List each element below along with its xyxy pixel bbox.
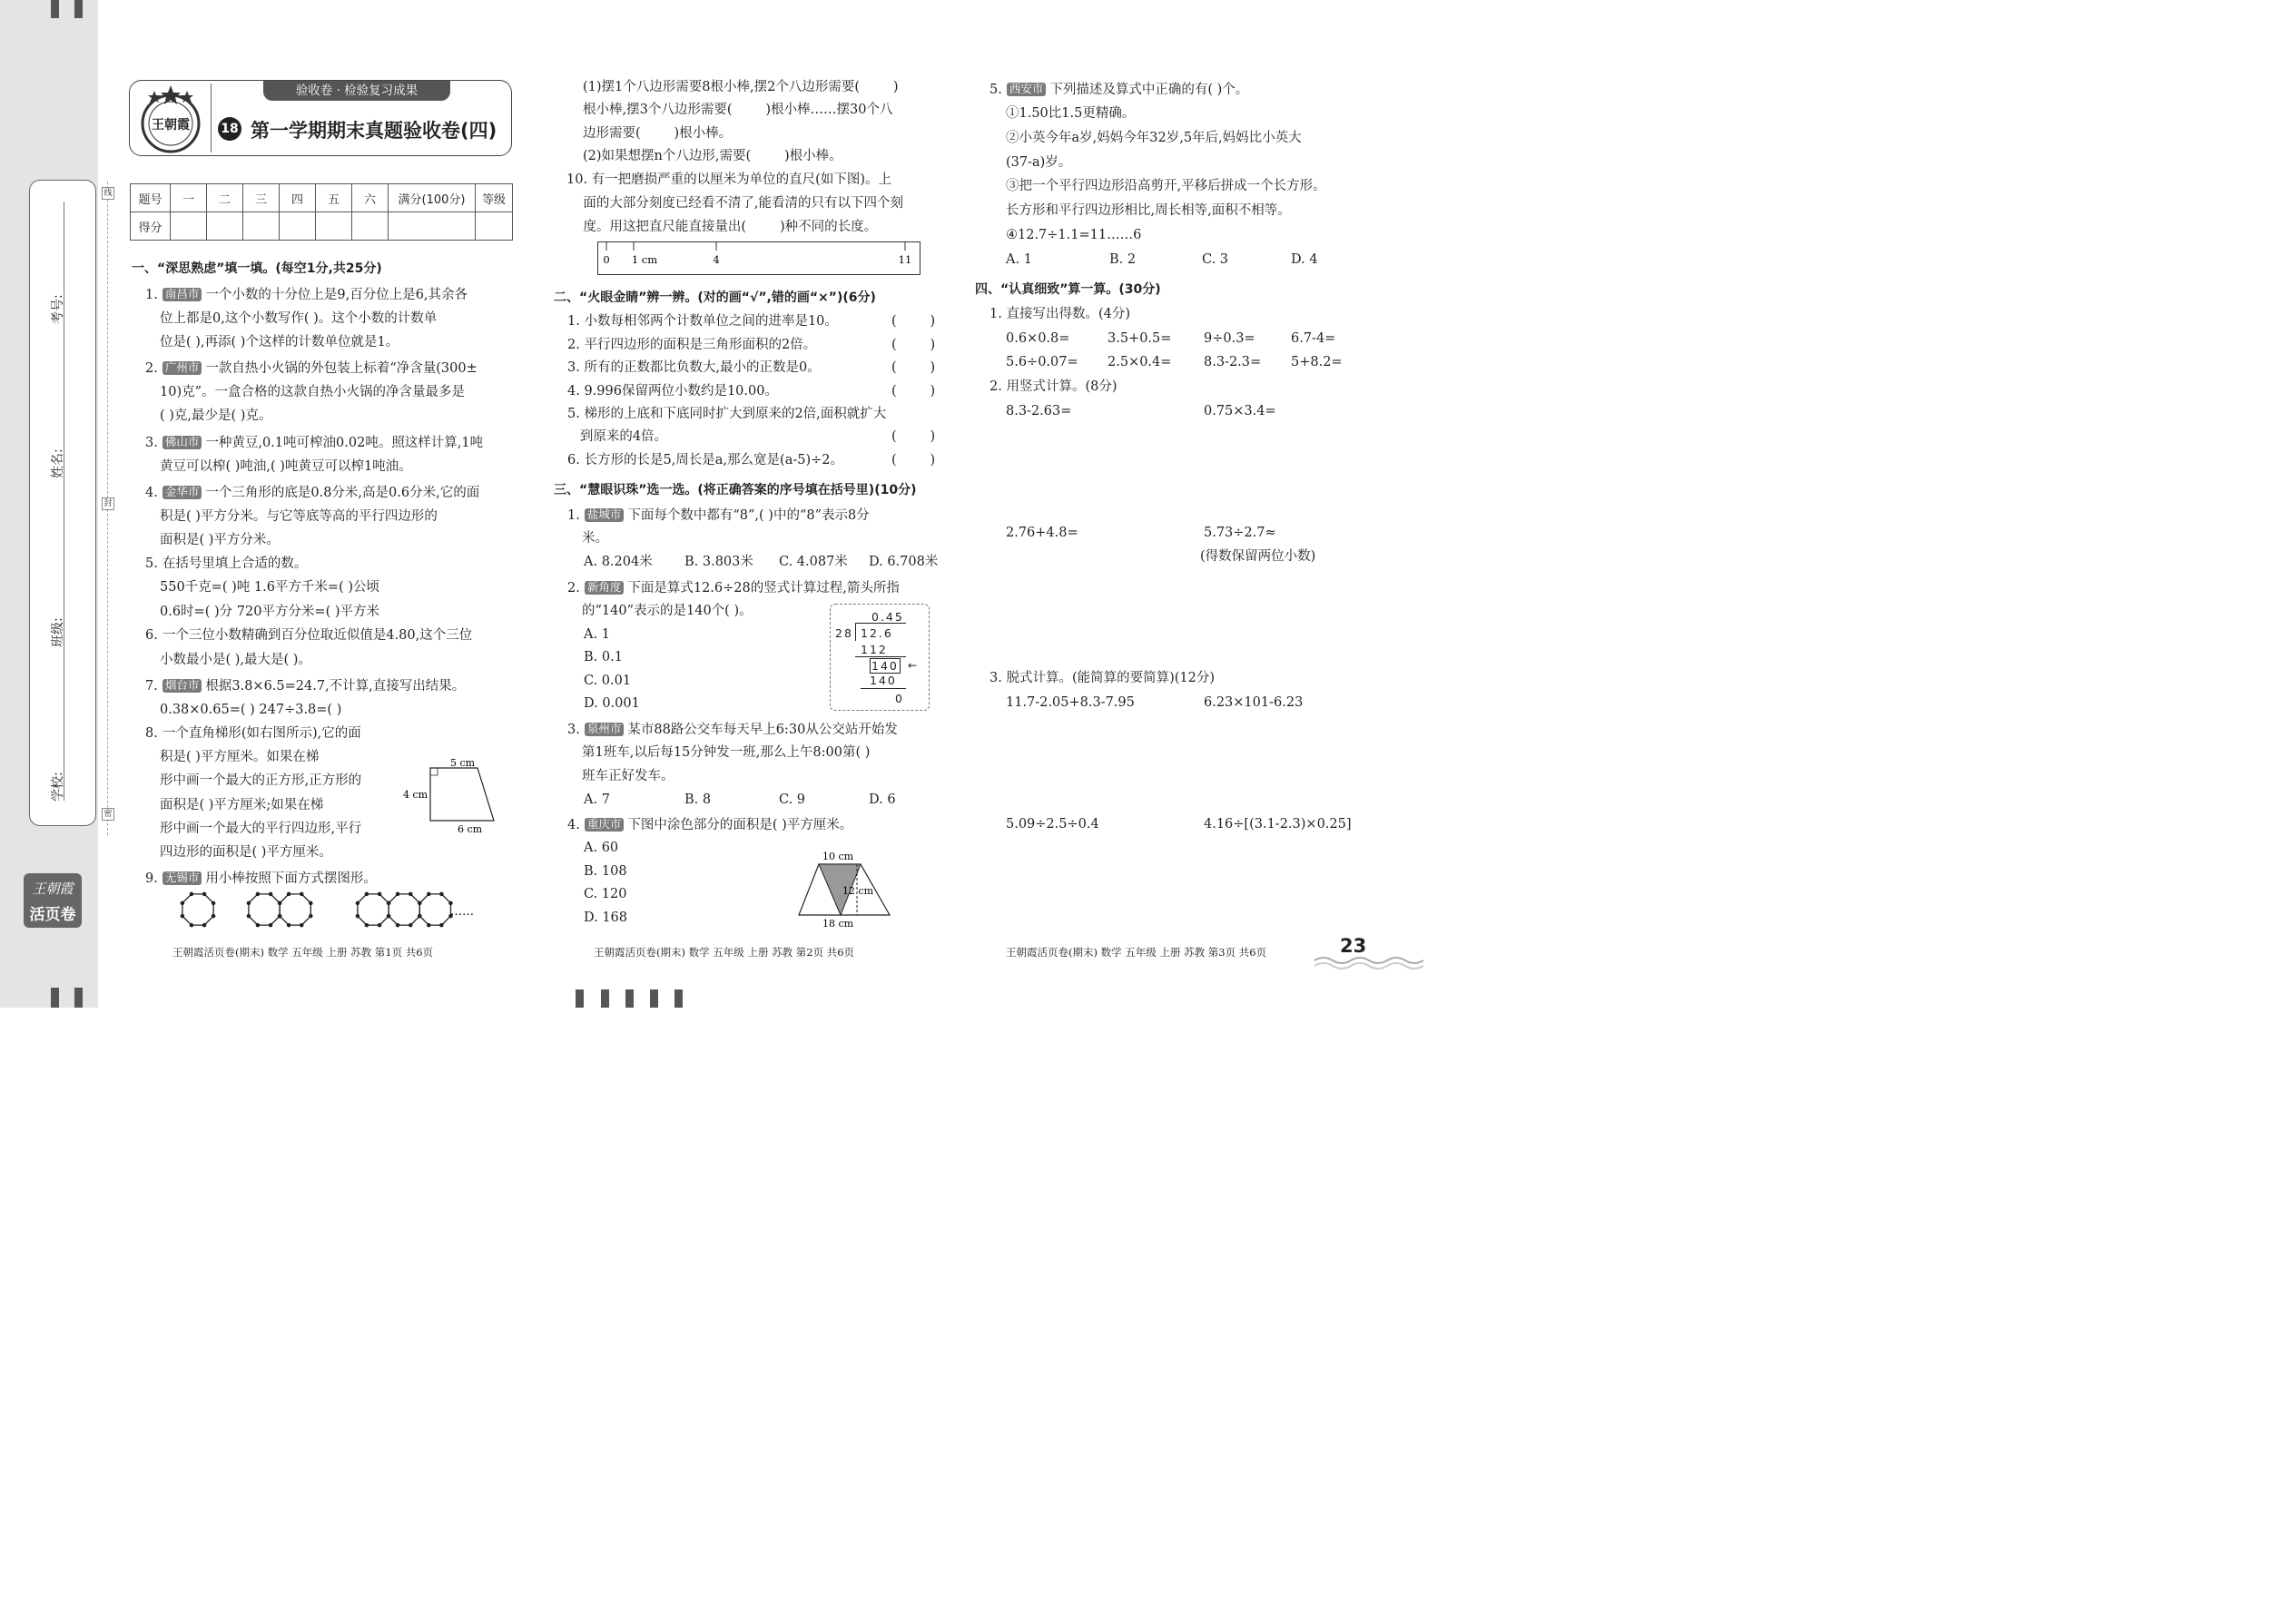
score-cell: 三 (243, 184, 280, 212)
question-text: 下列描述及算式中正确的有( )个。 (1049, 83, 1249, 97)
stick-joint (247, 901, 250, 904)
answer-paren: ( ) (891, 453, 936, 468)
bottom-bar-mark (74, 988, 83, 1008)
stick-joint (310, 901, 312, 904)
dividend: 12.6 (861, 626, 893, 640)
stick-joint (247, 915, 250, 918)
stick-joint (428, 924, 430, 927)
option: A. 60 (584, 841, 619, 855)
question-line: ②小英今年a岁,妈妈今年32岁,5年后,妈妈比小英大 (1006, 131, 1302, 145)
stick-joint (365, 892, 368, 895)
score-input[interactable] (207, 212, 243, 241)
option: A. 8.204米 (584, 555, 653, 569)
question-line: (2)如果想摆n个八边形,需要( )根小棒。 (583, 149, 842, 163)
school-seal-icon (136, 84, 207, 154)
section-4-heading: 四、“认真细致”算一算。(30分) (975, 282, 1161, 297)
subsection-heading: 3. 脱式计算。(能简算的要简算)(12分) (989, 671, 1216, 685)
question-line (145, 679, 465, 694)
trap-left-label: 4 cm (403, 789, 428, 801)
option: A. 1 (1006, 252, 1032, 267)
stick-joint (409, 892, 412, 895)
option: B. 8 (684, 792, 712, 807)
question-line (145, 871, 377, 886)
shaded-trapezoid-diagram (795, 844, 895, 930)
question-line: 根小棒,摆3个八边形需要( )根小棒……摆30个八 (583, 103, 893, 117)
bottom-bar-mark (51, 988, 59, 1008)
region-tag: 泉州市 (585, 723, 625, 736)
question-line: 度。用这把直尺能直接量出( )种不同的长度。 (566, 220, 878, 234)
option: B. 0.1 (584, 650, 623, 664)
answer-paren: ( ) (891, 429, 936, 444)
stick-joint (203, 892, 206, 895)
option: D. 168 (584, 910, 628, 925)
question-line (567, 581, 900, 595)
region-tag: 重庆市 (585, 818, 625, 832)
question-line: ③把一个平行四边形沿高剪开,平移后拼成一个长方形。 (1006, 179, 1326, 193)
ruler-mark: 1 cm (631, 253, 658, 266)
page-1-footer: 王朝霞活页卷(期末) 数学 五年级 上册 苏教 第1页 共6页 (172, 946, 434, 959)
octagon-shape (389, 894, 419, 925)
stick-joint (212, 915, 215, 918)
question-line: 形中画一个最大的平行四边形,平行 (160, 822, 362, 836)
octagon-sticks-diagram (177, 893, 474, 930)
question-number: 5. (989, 83, 1002, 97)
score-cell: 二 (207, 184, 243, 212)
direct-calc: 2.5×0.4= (1108, 355, 1172, 369)
trap2-bottom-label: 18 cm (822, 918, 854, 930)
direct-calc: 3.5+0.5= (1108, 331, 1172, 346)
division-row: 140 (870, 674, 897, 687)
question-text: 在括号里填上合适的数。 (162, 556, 308, 571)
question-number: 1. (567, 508, 580, 523)
stick-joint (279, 901, 281, 904)
paper-number-badge: 18 (218, 117, 241, 141)
trap-top-label: 5 cm (450, 757, 476, 769)
question-line: (37-a)岁。 (1006, 155, 1072, 170)
trap-bottom-label: 6 cm (458, 823, 483, 835)
stick-joint (418, 901, 421, 904)
question-number: 2. (145, 361, 158, 376)
region-tag: 新角度 (585, 581, 625, 595)
question-text: 下图中涂色部分的面积是( )平方厘米。 (627, 818, 853, 832)
option: B. 2 (1109, 252, 1137, 267)
ruler-diagram (597, 241, 921, 276)
score-cell: 得分 (131, 212, 171, 241)
region-tag: 无锡市 (162, 871, 202, 885)
score-input[interactable] (280, 212, 316, 241)
judge-item: 5. 梯形的上底和下底同时扩大到原来的2倍,面积就扩大 (567, 407, 887, 421)
question-text: 一个三位小数精确到百分位取近似值是4.80,这个三位 (162, 628, 473, 643)
bind-mark: 线 (102, 187, 114, 200)
stepwise-calc: 11.7-2.05+8.3-7.95 (1006, 695, 1135, 710)
stick-joint (279, 915, 281, 918)
stick-joint (300, 892, 303, 895)
question-line: 四边形的面积是( )平方厘米。 (160, 845, 332, 860)
question-line: 积是( )平方分米。与它等底等高的平行四边形的 (160, 509, 438, 524)
stick-joint (409, 924, 412, 927)
option: D. 0.001 (584, 696, 640, 711)
question-line: 边形需要( )根小棒。 (583, 126, 733, 141)
option: D. 6 (869, 792, 896, 807)
judge-item: 3. 所有的正数都比负数大,最小的正数是0。 (567, 360, 821, 375)
seal-text: 王朝霞 (152, 118, 190, 133)
vertical-calc: 8.3-2.63= (1006, 404, 1072, 418)
stick-joint (203, 924, 206, 927)
score-cell: 题号 (131, 184, 171, 212)
question-line (145, 727, 361, 741)
stick-joint (379, 924, 381, 927)
direct-calc: 6.7-4= (1291, 331, 1336, 346)
vertical-calc: 2.76+4.8= (1006, 526, 1078, 540)
division-row-boxed: 140 (871, 659, 899, 673)
question-line (145, 288, 468, 302)
stick-joint (288, 892, 290, 895)
question-line: (1)摆1个八边形需要8根小棒,摆2个八边形需要( ) (583, 80, 899, 94)
question-line: 长方形和平行四边形相比,周长相等,面积不相等。 (1006, 203, 1291, 218)
bottom-bar-mark (625, 989, 634, 1008)
long-division (833, 608, 924, 708)
section-2-heading: 二、“火眼金睛”辨一辨。(对的画“√”,错的画“×”)(6分) (554, 290, 876, 305)
direct-calc: 5.6÷0.07= (1006, 355, 1078, 369)
stick-joint (270, 892, 272, 895)
left-arrow-icon: ← (908, 659, 918, 672)
question-line (567, 508, 870, 523)
option: C. 9 (779, 792, 806, 807)
bottom-bar-mark (650, 989, 658, 1008)
question-number: 5. (145, 556, 158, 571)
option: A. 7 (584, 792, 610, 807)
calc-note: (得数保留两位小数) (1200, 549, 1316, 564)
question-line: 米。 (582, 531, 608, 546)
division-row: 112 (861, 643, 888, 656)
score-cell: 五 (316, 184, 352, 212)
stick-joint (190, 892, 192, 895)
region-tag: 广州市 (162, 361, 202, 375)
subsection-heading: 2. 用竖式计算。(8分) (989, 379, 1117, 394)
stick-joint (365, 924, 368, 927)
question-line: 第1班车,以后每15分钟发一班,那么上午8:00第( ) (582, 745, 871, 760)
stick-joint (288, 924, 290, 927)
vertical-calc: 5.73÷2.7≈ (1204, 526, 1276, 540)
question-line: 面的大部分刻度已经看不清了,能看清的只有以下四个刻 (566, 196, 904, 211)
stick-joint (379, 892, 381, 895)
direct-calc: 9÷0.3= (1204, 331, 1255, 346)
question-line: ①1.50比1.5更精确。 (1006, 106, 1136, 121)
exam-number-label: 考号: (51, 294, 65, 324)
stick-joint (397, 892, 399, 895)
answer-paren: ( ) (891, 314, 936, 329)
question-text: 一个小数的十分位上是9,百分位上是6,其余各 (205, 288, 468, 302)
question-line: 面积是( )平方分米。 (160, 533, 280, 547)
dots-text: …… (450, 905, 474, 919)
score-cell: 六 (352, 184, 389, 212)
question-number: 9. (145, 871, 158, 886)
option: D. 4 (1291, 252, 1318, 267)
student-info-box (29, 180, 96, 826)
question-number: 4. (145, 486, 158, 500)
stick-joint (356, 915, 359, 918)
bottom-bar-mark (601, 989, 609, 1008)
stepwise-calc: 4.16÷[(3.1-2.3)×0.25] (1204, 817, 1352, 832)
score-cell: 一 (171, 184, 207, 212)
stick-joint (256, 924, 259, 927)
question-line: 0.6时=( )分 720平方分米=( )平方米 (160, 605, 379, 619)
right-trapezoid-diagram (399, 755, 508, 837)
option: B. 3.803米 (684, 555, 753, 569)
question-line: 0.38×0.65=( ) 247÷3.8=( ) (160, 703, 342, 717)
region-tag: 西安市 (1007, 83, 1047, 96)
judge-item: 到原来的4倍。 (567, 429, 668, 444)
question-number: 7. (145, 679, 158, 694)
division-remainder: 0 (895, 692, 904, 705)
top-bar-mark (74, 0, 83, 18)
option: B. 108 (584, 864, 627, 879)
question-line: ④12.7÷1.1=11……6 (1006, 228, 1142, 242)
stick-joint (181, 915, 183, 918)
judge-item: 2. 平行四边形的面积是三角形面积的2倍。 (567, 338, 817, 352)
stick-joint (388, 901, 390, 904)
score-input[interactable] (243, 212, 280, 241)
stick-joint (388, 915, 390, 918)
direct-calc: 5+8.2= (1291, 355, 1343, 369)
section-1-heading: 一、“深思熟虑”填一填。(每空1分,共25分) (132, 261, 382, 276)
question-number: 6. (145, 628, 158, 643)
bottom-bar-mark (674, 989, 683, 1008)
question-text: 根据3.8×6.5=24.7,不计算,直接写出结果。 (205, 679, 466, 694)
question-line (567, 723, 898, 737)
question-line: ( )克,最少是( )克。 (160, 408, 272, 423)
ruler-mark: 4 (713, 253, 720, 266)
direct-calc: 0.6×0.8= (1006, 331, 1070, 346)
question-line (145, 361, 478, 376)
brand-logo-top: 王朝霞 (32, 881, 74, 897)
score-input[interactable] (171, 212, 207, 241)
bind-mark: 密 (102, 808, 114, 821)
bottom-bar-mark (576, 989, 584, 1008)
question-text: 一个直角梯形(如右图所示),它的面 (162, 726, 361, 741)
question-line: 小数最小是( ),最大是( )。 (160, 653, 311, 667)
trap2-height-label: 12 cm (842, 885, 874, 897)
banner: 验收卷 · 检验复习成果 (263, 81, 450, 101)
question-number: 8. (145, 726, 158, 741)
question-line: 班车正好发车。 (582, 769, 674, 783)
question-text: 下面每个数中都有“8”,( )中的“8”表示8分 (627, 508, 870, 523)
question-text: 一款自热小火锅的外包装上标着“净含量(300± (205, 361, 478, 376)
question-text: 某市88路公交车每天早上6:30从公交站开始发 (627, 723, 898, 737)
subsection-heading: 1. 直接写出得数。(4分) (989, 307, 1130, 321)
ruler-mark: 0 (603, 253, 610, 266)
stepwise-calc: 6.23×101-6.23 (1204, 695, 1304, 710)
bind-mark: 封 (102, 497, 114, 510)
ruler-mark: 11 (898, 253, 912, 266)
stick-joint (428, 892, 430, 895)
octagon-shape (182, 894, 213, 925)
question-line: 位上都是0,这个小数写作( )。这个小数的计数单 (160, 311, 438, 326)
vertical-calc: 0.75×3.4= (1204, 404, 1276, 418)
question-number: 2. (567, 581, 580, 595)
octagon-shape (419, 894, 450, 925)
stick-joint (440, 924, 443, 927)
question-line: 形中画一个最大的正方形,正方形的 (160, 773, 362, 788)
question-text: 用小棒按照下面方式摆图形。 (205, 871, 377, 886)
option: C. 4.087米 (779, 555, 848, 569)
stick-joint (212, 901, 215, 904)
question-line: 积是( )平方厘米。如果在梯 (160, 750, 320, 764)
judge-item: 4. 9.996保留两位小数约是10.00。 (567, 384, 778, 399)
question-line (145, 557, 307, 571)
direct-calc: 8.3-2.3= (1204, 355, 1262, 369)
judge-item: 6. 长方形的长是5,周长是a,那么宽是(a-5)÷2。 (567, 453, 843, 468)
answer-paren: ( ) (891, 384, 936, 399)
region-tag: 金华市 (162, 486, 202, 499)
school-label: 学校: (51, 772, 65, 802)
question-text: 一种黄豆,0.1吨可榨油0.02吨。照这样计算,1吨 (205, 436, 484, 450)
stick-joint (181, 901, 183, 904)
stick-joint (256, 892, 259, 895)
octagon-shape (358, 894, 389, 925)
region-tag: 盐城市 (585, 508, 625, 522)
score-cell: 等级 (476, 184, 513, 212)
score-input[interactable] (316, 212, 352, 241)
question-line: 黄豆可以榨( )吨油,( )吨黄豆可以榨1吨油。 (160, 459, 412, 474)
page-3-footer: 王朝霞活页卷(期末) 数学 五年级 上册 苏教 第3页 共6页 (1006, 946, 1267, 959)
stick-joint (270, 924, 272, 927)
judge-item: 1. 小数每相邻两个计数单位之间的进率是10。 (567, 314, 838, 329)
question-line: 面积是( )平方厘米;如果在梯 (160, 798, 324, 812)
question-number: 4. (567, 818, 580, 832)
question-line (145, 629, 472, 643)
region-tag: 烟台市 (162, 679, 202, 693)
question-line: 10)克”。一盒合格的这款自热小火锅的净含量最多是 (160, 385, 466, 399)
divisor: 28 (835, 626, 853, 640)
score-input[interactable] (476, 212, 513, 241)
page-2-footer: 王朝霞活页卷(期末) 数学 五年级 上册 苏教 第2页 共6页 (594, 946, 855, 959)
score-table (130, 183, 513, 241)
stick-joint (440, 892, 443, 895)
section-3-heading: 三、“慧眼识珠”选一选。(将正确答案的序号填在括号里)(10分) (554, 483, 917, 497)
question-line: 10. 有一把磨损严重的以厘米为单位的直尺(如下图)。上 (566, 172, 891, 187)
stick-joint (356, 901, 359, 904)
question-line (145, 436, 483, 450)
name-label: 姓名: (51, 448, 65, 478)
question-line (989, 83, 1248, 97)
question-line: 位是( ),再添( )个这样的计数单位就是1。 (160, 335, 399, 349)
trap2-top-label: 10 cm (822, 851, 854, 862)
brand-logo-bottom: 活页卷 (29, 906, 76, 924)
region-tag: 南昌市 (162, 288, 202, 301)
class-label: 班级: (51, 617, 65, 647)
answer-paren: ( ) (891, 360, 936, 375)
stick-joint (397, 924, 399, 927)
title-divider (211, 84, 212, 153)
answer-paren: ( ) (891, 338, 936, 352)
stick-joint (310, 915, 312, 918)
option: C. 3 (1202, 252, 1229, 267)
stick-joint (190, 924, 192, 927)
top-bar-mark (51, 0, 59, 18)
option: C. 120 (584, 887, 627, 901)
question-line (145, 486, 479, 500)
octagon-shape (249, 894, 280, 925)
question-number: 3. (145, 436, 158, 450)
wave-decoration (1314, 948, 1423, 969)
option: D. 6.708米 (869, 555, 939, 569)
score-cell: 四 (280, 184, 316, 212)
question-number: 3. (567, 723, 580, 737)
question-line: 550千克=( )吨 1.6平方千米=( )公顷 (160, 580, 379, 595)
stick-joint (300, 924, 303, 927)
page-number: 23 (1340, 935, 1367, 957)
question-text: 下面是算式12.6÷28的竖式计算过程,箭头所指 (627, 581, 900, 595)
question-text: 一个三角形的底是0.8分米,高是0.6分米,它的面 (205, 486, 480, 500)
score-cell: 满分(100分) (389, 184, 476, 212)
option: A. 1 (584, 627, 610, 642)
stick-joint (418, 915, 421, 918)
region-tag: 佛山市 (162, 436, 202, 449)
question-line (567, 818, 852, 832)
question-line: 的“140”表示的是140个( )。 (582, 604, 753, 618)
paper-title: 第一学期期末真题验收卷(四) (251, 120, 497, 142)
quotient: 0.45 (871, 610, 904, 624)
score-input[interactable] (352, 212, 389, 241)
score-input[interactable] (389, 212, 476, 241)
brand-logo (24, 873, 82, 928)
option: C. 0.01 (584, 674, 632, 688)
octagon-shape (280, 894, 310, 925)
question-number: 1. (145, 288, 158, 302)
stepwise-calc: 5.09÷2.5÷0.4 (1006, 817, 1099, 832)
